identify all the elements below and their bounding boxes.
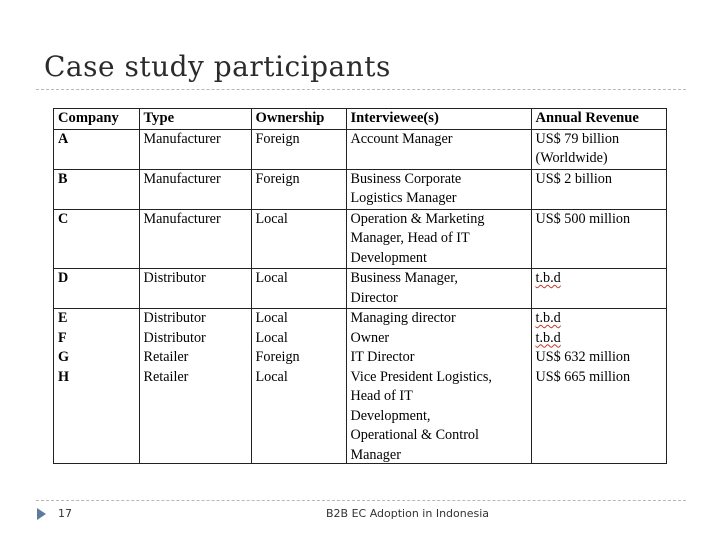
company-cell: E	[54, 309, 139, 329]
table-row	[54, 309, 667, 329]
revenue-cell	[531, 169, 667, 209]
table-row	[54, 269, 667, 309]
ownership-cell: Local	[251, 368, 346, 465]
type-cell: Distributor	[139, 329, 251, 349]
header-type: Type	[139, 109, 251, 129]
revenue-line: US$ 665 million	[535, 368, 631, 385]
company-cell: D	[54, 269, 139, 309]
interviewee-line: Operational & Control	[350, 427, 479, 443]
interviewee-line: Account Manager	[350, 130, 453, 147]
footer-text: B2B EC Adoption in Indonesia	[326, 507, 490, 520]
company-cell: A	[54, 129, 139, 169]
revenue-line: t.b.d	[535, 310, 561, 326]
interviewee-line: Development,	[350, 407, 431, 424]
table-row	[54, 348, 667, 368]
revenue-cell	[531, 309, 667, 329]
interviewee-line: Operation & Marketing	[350, 210, 485, 227]
revenue-cell	[531, 209, 667, 269]
footer-divider	[36, 500, 686, 501]
revenue-line: US$ 2 billion	[535, 170, 612, 187]
revenue-line: US$ 79 billion	[535, 130, 620, 147]
table-row	[54, 209, 667, 269]
interviewee-cell	[346, 129, 531, 169]
table-row	[54, 368, 667, 465]
table-row	[54, 129, 667, 169]
title-divider	[36, 89, 686, 90]
revenue-line: (Worldwide)	[535, 150, 608, 166]
type-cell: Manufacturer	[139, 209, 251, 269]
interviewee-line: Logistics Manager	[350, 190, 457, 206]
ownership-cell: Foreign	[251, 348, 346, 368]
bullet-triangle-icon	[37, 508, 46, 520]
interviewee-line: Manager, Head of IT	[350, 230, 470, 246]
revenue-cell	[531, 368, 667, 465]
ownership-cell: Local	[251, 269, 346, 309]
type-cell: Retailer	[139, 348, 251, 368]
slide-footer	[0, 505, 720, 525]
company-cell: H	[54, 368, 139, 465]
ownership-cell: Local	[251, 309, 346, 329]
ownership-cell: Local	[251, 329, 346, 349]
interviewee-line: Development	[350, 249, 427, 266]
company-cell: G	[54, 348, 139, 368]
revenue-cell	[531, 269, 667, 309]
type-cell: Manufacturer	[139, 129, 251, 169]
company-cell: F	[54, 329, 139, 349]
interviewee-line: Manager	[350, 446, 401, 463]
ownership-cell: Local	[251, 209, 346, 269]
type-cell: Distributor	[139, 309, 251, 329]
table-row	[54, 169, 667, 209]
header-ownership: Ownership	[251, 109, 346, 129]
company-cell: C	[54, 209, 139, 269]
revenue-line: US$ 500 million	[535, 210, 631, 227]
revenue-cell	[531, 329, 667, 349]
interviewee-line: Business Corporate	[350, 170, 462, 187]
interviewee-line: Director	[350, 289, 398, 306]
ownership-cell: Foreign	[251, 169, 346, 209]
ownership-cell: Foreign	[251, 129, 346, 169]
revenue-line: t.b.d	[535, 329, 561, 346]
interviewee-line: IT Director	[350, 349, 415, 365]
header-annual-revenue: Annual Revenue	[531, 109, 667, 129]
interviewee-line: Business Manager,	[350, 270, 458, 286]
page-number: 17	[58, 507, 72, 520]
header-interviewees: Interviewee(s)	[346, 109, 531, 129]
interviewee-line: Head of IT	[350, 388, 413, 404]
interviewee-line: Vice President Logistics,	[350, 368, 492, 385]
interviewee-cell	[346, 348, 531, 368]
type-cell: Distributor	[139, 269, 251, 309]
interviewee-cell	[346, 169, 531, 209]
interviewee-cell	[346, 368, 531, 465]
revenue-cell	[531, 129, 667, 169]
revenue-cell	[531, 348, 667, 368]
revenue-line: t.b.d	[535, 270, 561, 286]
type-cell: Retailer	[139, 368, 251, 465]
interviewee-cell	[346, 269, 531, 309]
slide-title: Case study participants	[44, 50, 391, 83]
interviewee-cell	[346, 209, 531, 269]
interviewee-cell	[346, 329, 531, 349]
interviewee-cell	[346, 309, 531, 329]
interviewee-line: Owner	[350, 329, 390, 346]
header-company: Company	[54, 109, 139, 129]
type-cell: Manufacturer	[139, 169, 251, 209]
table-row	[54, 329, 667, 349]
interviewee-line: Managing director	[350, 310, 456, 326]
table-header-row	[54, 109, 667, 129]
participants-table-frame	[53, 108, 667, 464]
participants-table	[54, 109, 667, 464]
revenue-line: US$ 632 million	[535, 349, 631, 365]
company-cell: B	[54, 169, 139, 209]
